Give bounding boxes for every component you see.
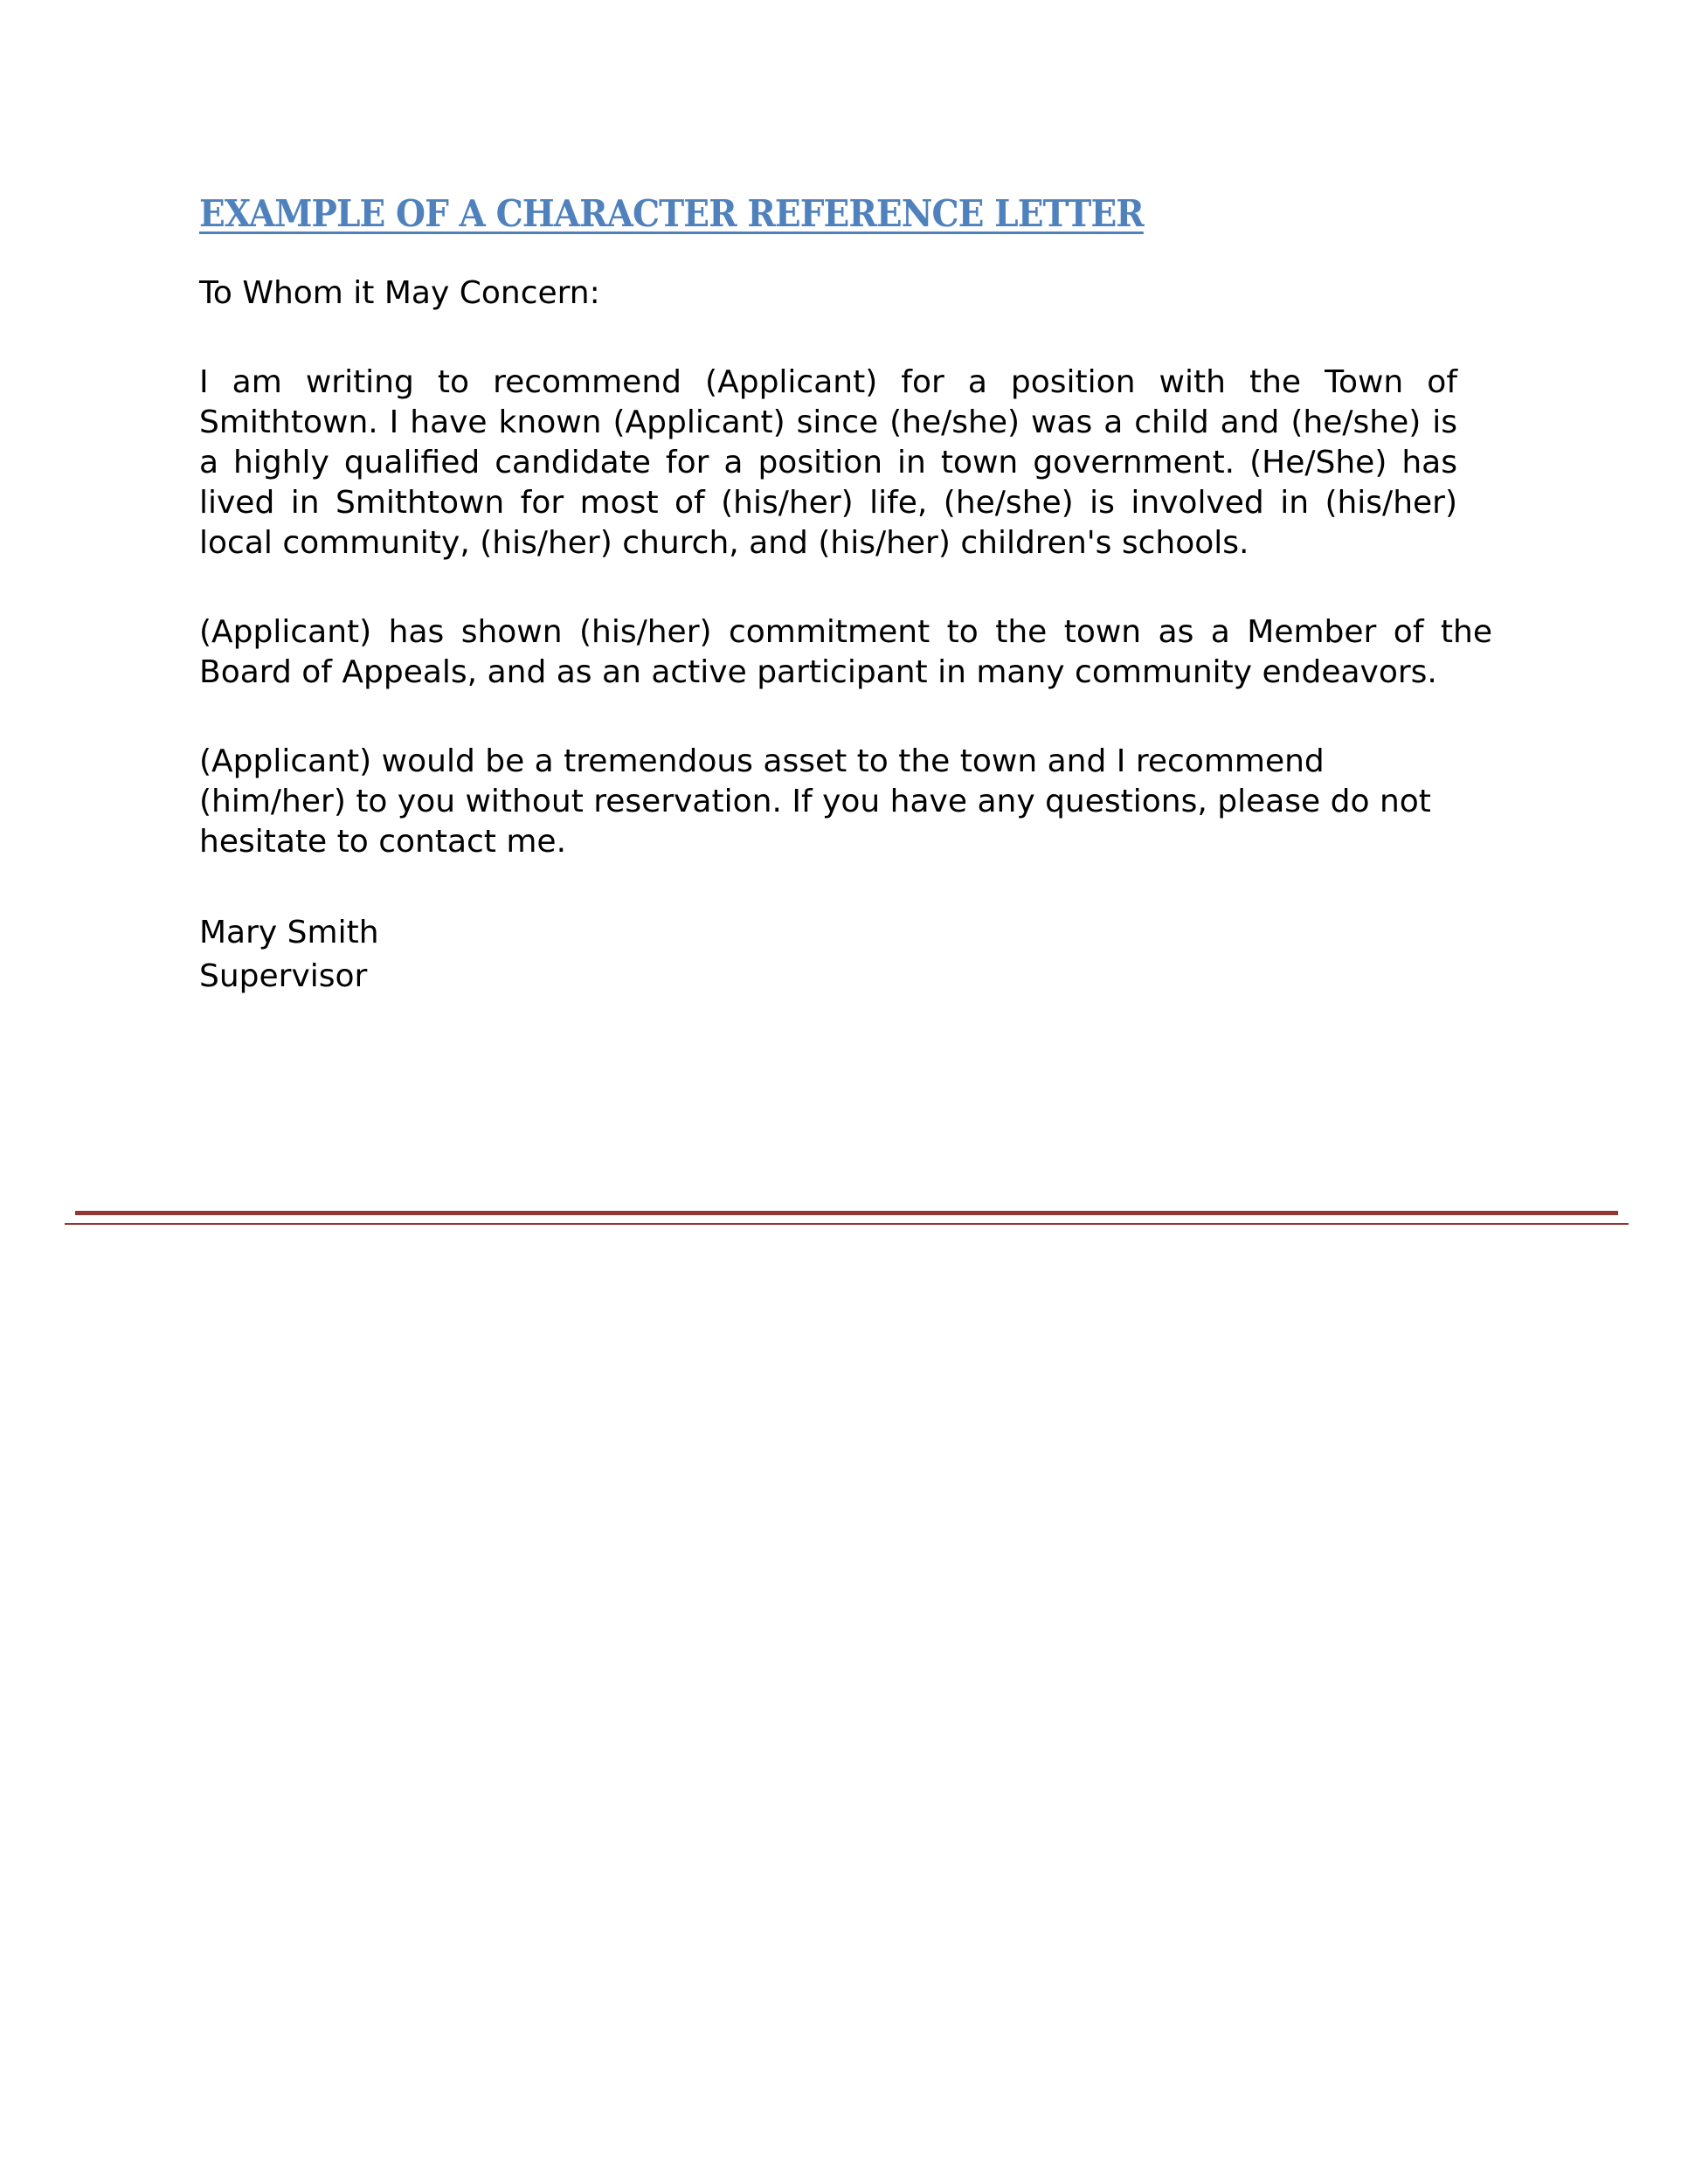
signature-title: Supervisor	[199, 958, 368, 994]
letter-body	[199, 192, 1492, 999]
paragraph-3: (Applicant) would be a tremendous asset to the town and I recommend (him/her) to you without reservation. If you have any questions, please do not hesitate to contact me.	[199, 743, 1431, 860]
signature-block	[199, 911, 1492, 999]
letter-title: EXAMPLE OF A CHARACTER REFERENCE LETTER	[199, 192, 1144, 235]
paragraph-2: (Applicant) has shown (his/her) commitment to the town as a Member of the Board of Appeals, and as an active participant in many community endeavors.	[199, 614, 1492, 690]
footer-rule-thin	[65, 1223, 1629, 1225]
salutation: To Whom it May Concern:	[199, 275, 600, 311]
signature-name: Mary Smith	[199, 915, 379, 950]
footer-rule-thick	[75, 1211, 1618, 1215]
paragraph-1: I am writing to recommend (Applicant) for a position with the Town of Smithtown. I have known (Applicant) since (he/she) was a child and (he/she) is a highly qualified candidate for a position in town government. (He/She) has lived in Smithtown for most of (his/her) life, (he/she) is involved in (his/her) local community, (his/her) church, and (his/her) children's schools.	[199, 364, 1457, 561]
